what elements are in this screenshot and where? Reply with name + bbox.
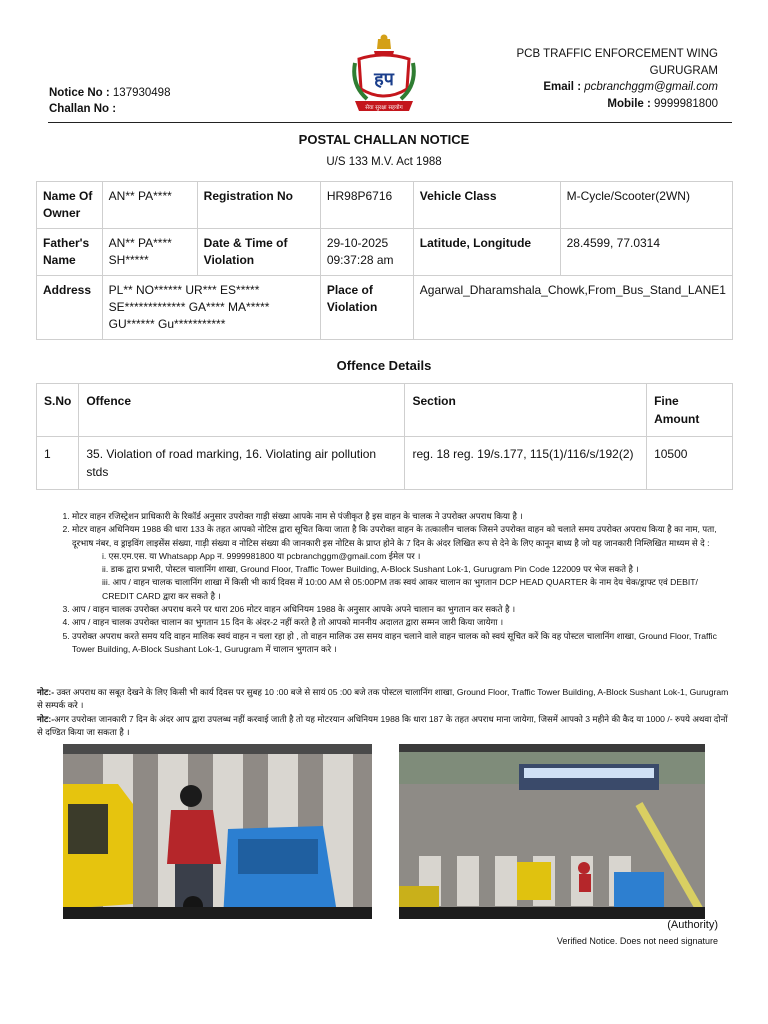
offence-heading: Offence Details [336,358,432,373]
col-fine: Fine Amount [647,384,733,437]
notes-block [37,686,733,739]
row-fine: 10500 [647,437,733,490]
table-row [37,437,733,490]
header-divider [48,122,732,123]
verified-notice-text: Verified Notice. Does not need signature [556,936,718,946]
father-label: Father's Name [37,229,103,276]
challan-no-label: Challan No : [49,103,117,115]
instruction-item: 1. मोटर वाहन रजिस्ट्रेशन प्राधिकारी के रिकॉर्ड अनुसार उपरोक्त गाड़ी संख्या आपके नाम से पंजीकृत है इस वाहन के चालक ने उपरोक्त अपराध किया है । [72,510,730,523]
latlong-value: 28.4599, 77.0314 [560,229,732,276]
place-label: Place of Violation [320,276,413,340]
email-value[interactable]: pcbranchggm@gmail.com [584,81,718,93]
note-text: उक्त अपराध का सबूत देखने के लिए किसी भी कार्य दिवस पर सुबह 10 :00 बजे से सायं 05 :00 बजे तक पोस्टल चालानिंग शाखा, Ground Floor, Traffic Tower Building, A-Block Sushant Lok-1, Gurugram से सम्पर्क करे । [37,687,729,711]
registration-label: Registration No [197,182,320,229]
vehicle-details-table [36,181,733,340]
note-label: नोट:- [37,687,55,697]
organisation-block [517,46,718,112]
row-section: reg. 18 reg. 19/s.177, 115(1)/116/s/192(2) [405,437,647,490]
address-value: PL** NO****** UR*** ES***** SE************* GA**** MA***** GU****** Gu*********** [102,276,320,340]
page-title: POSTAL CHALLAN NOTICE [298,132,470,147]
logo-text: हप [374,69,394,90]
instruction-item: 3. आप / वाहन चालक उपरोक्त अपराध करने पर धारा 206 मोटर वाहन अधिनियम 1988 के अनुसार आपके अपने चालान का भुगतान कर सकते है । [72,603,730,616]
logo-motto: सेवा सुरक्षा सहयोग [365,105,403,111]
address-label: Address [37,276,103,340]
note-label: नोट:- [37,713,55,724]
instruction-subitem: i. एस.एम.एस. या Whatsapp App न. 9999981800 या pcbranchggm@gmail.com ईमेल पर । [102,550,421,561]
owner-label: Name Of Owner [37,182,103,229]
instruction-subitem: iii. आप / वाहन चालक चालानिंग शाखा में किसी भी कार्य दिवस में 10:00 AM से 05:00PM तक स्वयं आकर चालान का भुगतान DCP HEAD QUARTER के नाम देय चेक/ड्राफ्ट एवं DEBIT/ CREDIT CARD द्वारा कर सकते है । [102,577,698,601]
offence-table [36,383,733,490]
col-offence: Offence [79,384,405,437]
table-row [37,276,733,340]
table-row [37,229,733,276]
place-value: Agarwal_Dharamshala_Chowk,From_Bus_Stand_LANE1 [413,276,732,340]
email-label: Email : [543,81,582,93]
notice-info [49,85,170,117]
row-sno: 1 [37,437,79,490]
instruction-subitem: ii. डाक द्वारा प्रभारी, पोस्टल चालानिंग शाखा, Ground Floor, Traffic Tower Building, A-Block Sushant Lok-1, Gurugram Pin Code 122009 पर भेज सकते है । [102,564,639,575]
latlong-label: Latitude, Longitude [413,229,560,276]
datetime-value: 29-10-2025 09:37:28 am [320,229,413,276]
registration-value: HR98P6716 [320,182,413,229]
notice-no-label: Notice No : [49,87,110,99]
col-sno: S.No [37,384,79,437]
instructions-list [62,510,730,656]
vehicle-class-label: Vehicle Class [413,182,560,229]
table-row [37,182,733,229]
evidence-photo-wide [399,744,705,919]
col-section: Section [405,384,647,437]
owner-value: AN** PA**** [102,182,197,229]
mobile-value: 9999981800 [654,97,718,110]
instruction-item: 5. उपरोक्त अपराध करते समय यदि वाहन मालिक स्वयं वाहन न चला रहा हो , तो वाहन मालिक उस समय वाहन चलाने वाले वाहन चालक को स्वयं सूचित करें कि वह पोस्टल चालानिंग शाखा, Ground Floor, Traffic Tower Building, A-Block Sushant Lok-1, Gurugram में चालान भुगतान करे । [72,630,730,657]
notice-no: 137930498 [112,87,171,99]
instruction-text: मोटर वाहन अधिनियम 1988 की धारा 133 के तहत आपको नोटिस द्वारा सूचित किया जाता है कि उपरोक्त वाहन के तत्कालीन चालक जिसने उपरोक्त वाहन को चलाते समय उपरोक्त अपराध किया है का नाम, पता, दूरभाष नंबर, व ड्राइविंग लाइसेंस संख्या, गाड़ी संख्या व नोटिस संख्या की जानकारी इस नोटिस के प्राप्त होने के 7 दिन के अंदर लिखित रूप से देने के लिए कानून बाध्य है जो यह जानकारी निम्लिखित माध्यम से दे : [72,524,717,548]
org-line1: PCB TRAFFIC ENFORCEMENT WING [516,48,718,60]
table-header-row [37,384,733,437]
org-line2: GURUGRAM [649,64,718,77]
mobile-label: Mobile : [607,97,651,110]
row-offence: 35. Violation of road marking, 16. Violating air pollution stds [79,437,405,490]
vehicle-class-value: M-Cycle/Scooter(2WN) [560,182,732,229]
authority-label: (Authority) [667,919,718,931]
father-value: AN** PA**** SH***** [102,229,197,276]
evidence-photo-closeup [63,744,372,919]
datetime-label: Date & Time of Violation [197,229,320,276]
haryana-police-logo [349,33,419,117]
instruction-item [72,523,730,603]
note-text: अगर उपरोक्त जानकारी 7 दिन के अंदर आप द्वारा उपलब्ध नहीं करवाई जाती है तो यह मोटरयान अधिनियम 1988 कि धारा 187 के तहत अपराध माना जायेगा, जिसमें आपको 3 महीने की कैद या 1000 /- रुपये अथवा दोनों से दण्डित किया जा सकता है । [37,713,728,737]
page-subtitle: U/S 133 M.V. Act 1988 [326,156,442,168]
instruction-item: 4. आप / वाहन चालक उपरोक्त चालान का भुगतान 15 दिन के अंदर-2 नहीं करते है तो आपको माननीय अदालत द्वारा सम्मन जारी किया जायेगा । [72,616,730,629]
